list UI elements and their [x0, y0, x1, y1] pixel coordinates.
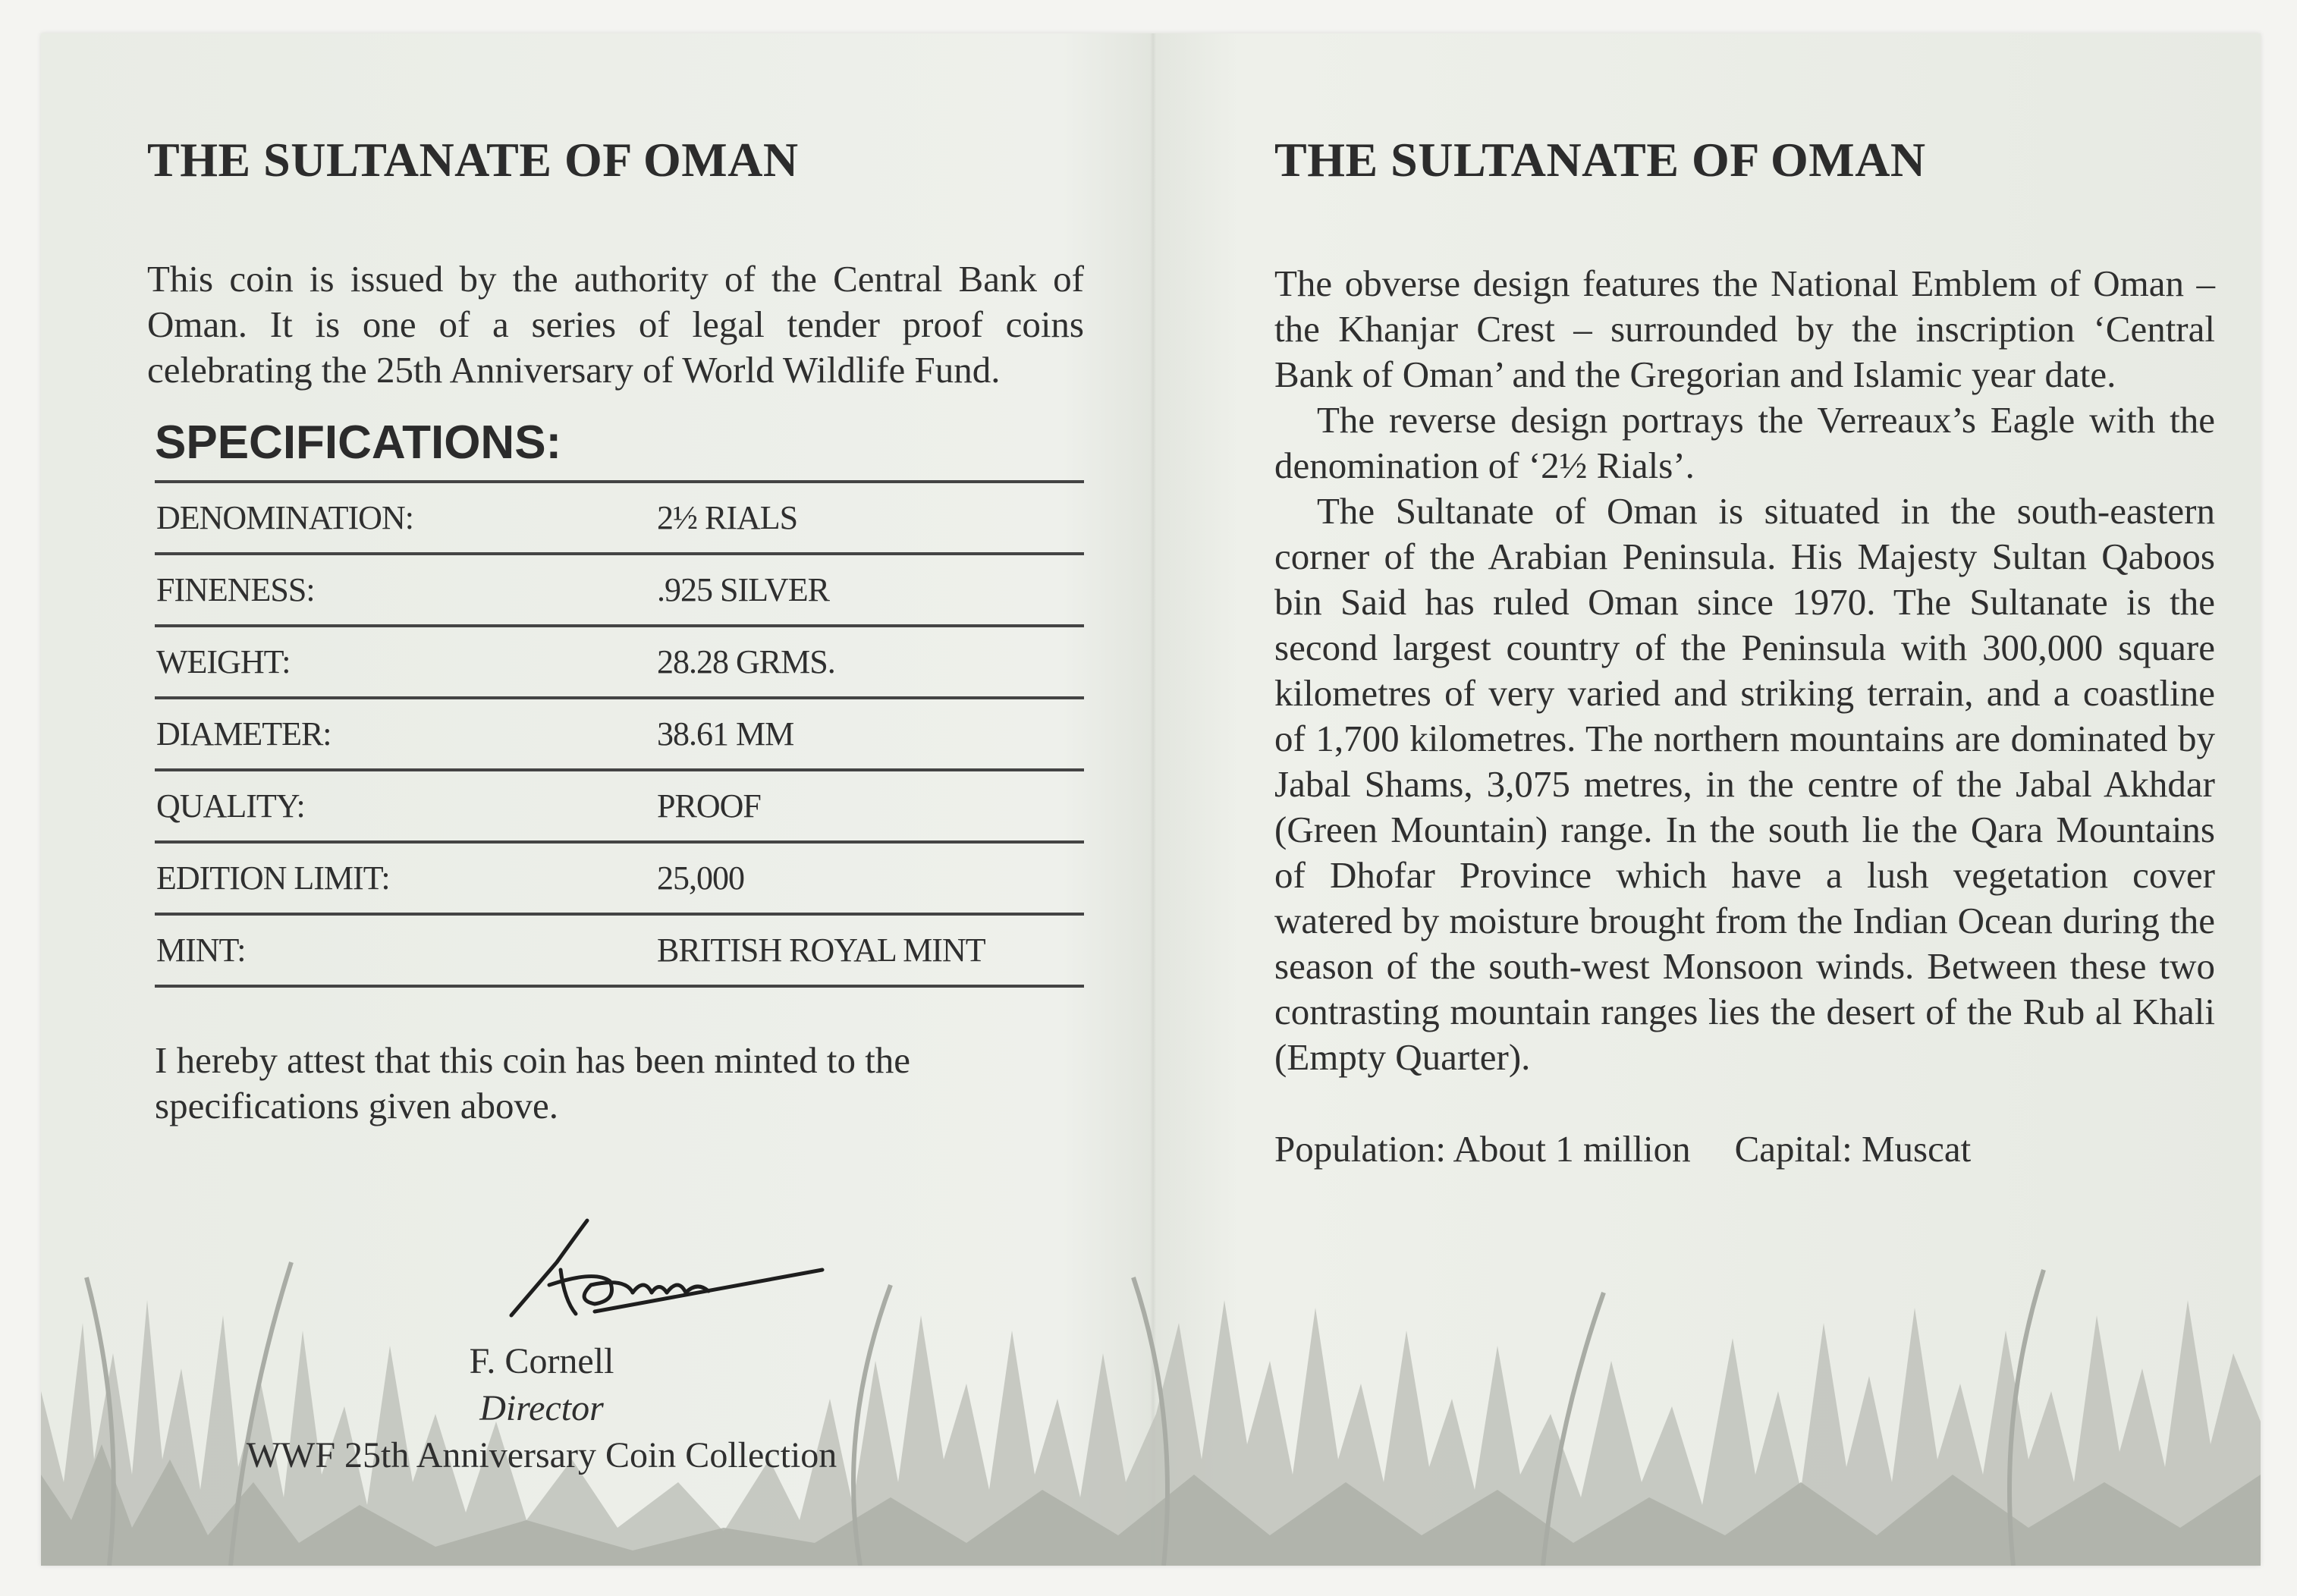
country-facts [1274, 1127, 2215, 1170]
spec-value: 2½ RIALS [657, 499, 798, 536]
spec-row-quality [155, 771, 1084, 844]
spec-value: PROOF [657, 787, 761, 825]
spec-value: 38.61 MM [657, 715, 794, 752]
signer-block [147, 1338, 936, 1479]
spec-label: DIAMETER: [156, 715, 332, 752]
obverse-paragraph: The obverse design features the National Emblem of Oman – the Khanjar Crest – surrounded by the inscription ‘Central Bank of Oman’ and the Gregorian and Islamic year date. [1274, 262, 2215, 395]
spec-label: EDITION LIMIT: [156, 859, 390, 897]
spec-row-diameter [155, 699, 1084, 771]
right-page-title: THE SULTANATE OF OMAN [1274, 133, 1926, 187]
spec-row-weight [155, 627, 1084, 699]
capital-text: Capital: Muscat [1734, 1128, 1972, 1170]
right-page [1274, 132, 2215, 1170]
signature [504, 1217, 837, 1323]
specifications-heading: SPECIFICATIONS: [155, 416, 562, 469]
spec-row-mint [155, 916, 1084, 988]
spec-label: FINENESS: [156, 571, 315, 608]
spec-value: 25,000 [657, 859, 744, 897]
signer-role: Director [479, 1388, 604, 1428]
signer-name: F. Cornell [469, 1341, 614, 1381]
spec-label: MINT: [156, 932, 246, 969]
spec-label: WEIGHT: [156, 643, 291, 680]
signer-organization: WWF 25th Anniversary Coin Collection [246, 1435, 837, 1475]
country-paragraph: The Sultanate of Oman is situated in the south-eastern corner of the Arabian Peninsula. His Majesty Sultan Qaboos bin Said has ruled Oman since 1970. The Sultanate is the second largest country of the Peninsula with 300,000 square kilometres of very varied and striking terrain, and a coastline of 1,700 kilometres. The northern mountains are dominated by Jabal Shams, 3,075 metres, in the centre of the Jabal Akhdar (Green Mountain) range. In the south lie the Qara Mountains of Dhofar Province which have a lush vegetation cover watered by moisture brought from the Indian Ocean during the season of the south-west Monsoon winds. Between these two contrasting mountain ranges lies the desert of the Rub al Khali (Empty Quarter). [1274, 490, 2215, 1078]
left-page-title: THE SULTANATE OF OMAN [147, 133, 799, 187]
spec-value: 28.28 GRMS. [657, 643, 835, 680]
specifications-table [155, 480, 1084, 988]
spec-row-fineness [155, 555, 1084, 627]
attestation-statement: I hereby attest that this coin has been minted to the specifications given above. [155, 1039, 911, 1126]
population-text: Population: About 1 million [1274, 1128, 1691, 1170]
spec-label: DENOMINATION: [156, 499, 413, 536]
reverse-paragraph: The reverse design portrays the Verreaux’s Eagle with the denomination of ‘2½ Rials’. [1274, 399, 2215, 486]
spec-row-edition-limit [155, 844, 1084, 916]
spec-value: .925 SILVER [657, 571, 829, 608]
spec-row-denomination [155, 483, 1084, 555]
left-page [147, 132, 1095, 1475]
spec-label: QUALITY: [156, 787, 305, 825]
intro-paragraph: This coin is issued by the authority of the Central Bank of Oman. It is one of a series of legal tender proof coins celebrating the 25th Anniversary of World Wildlife Fund. [147, 258, 1084, 391]
certificate-sheet [41, 33, 2261, 1566]
spec-value: BRITISH ROYAL MINT [657, 932, 985, 969]
description-text [1274, 261, 2215, 1080]
